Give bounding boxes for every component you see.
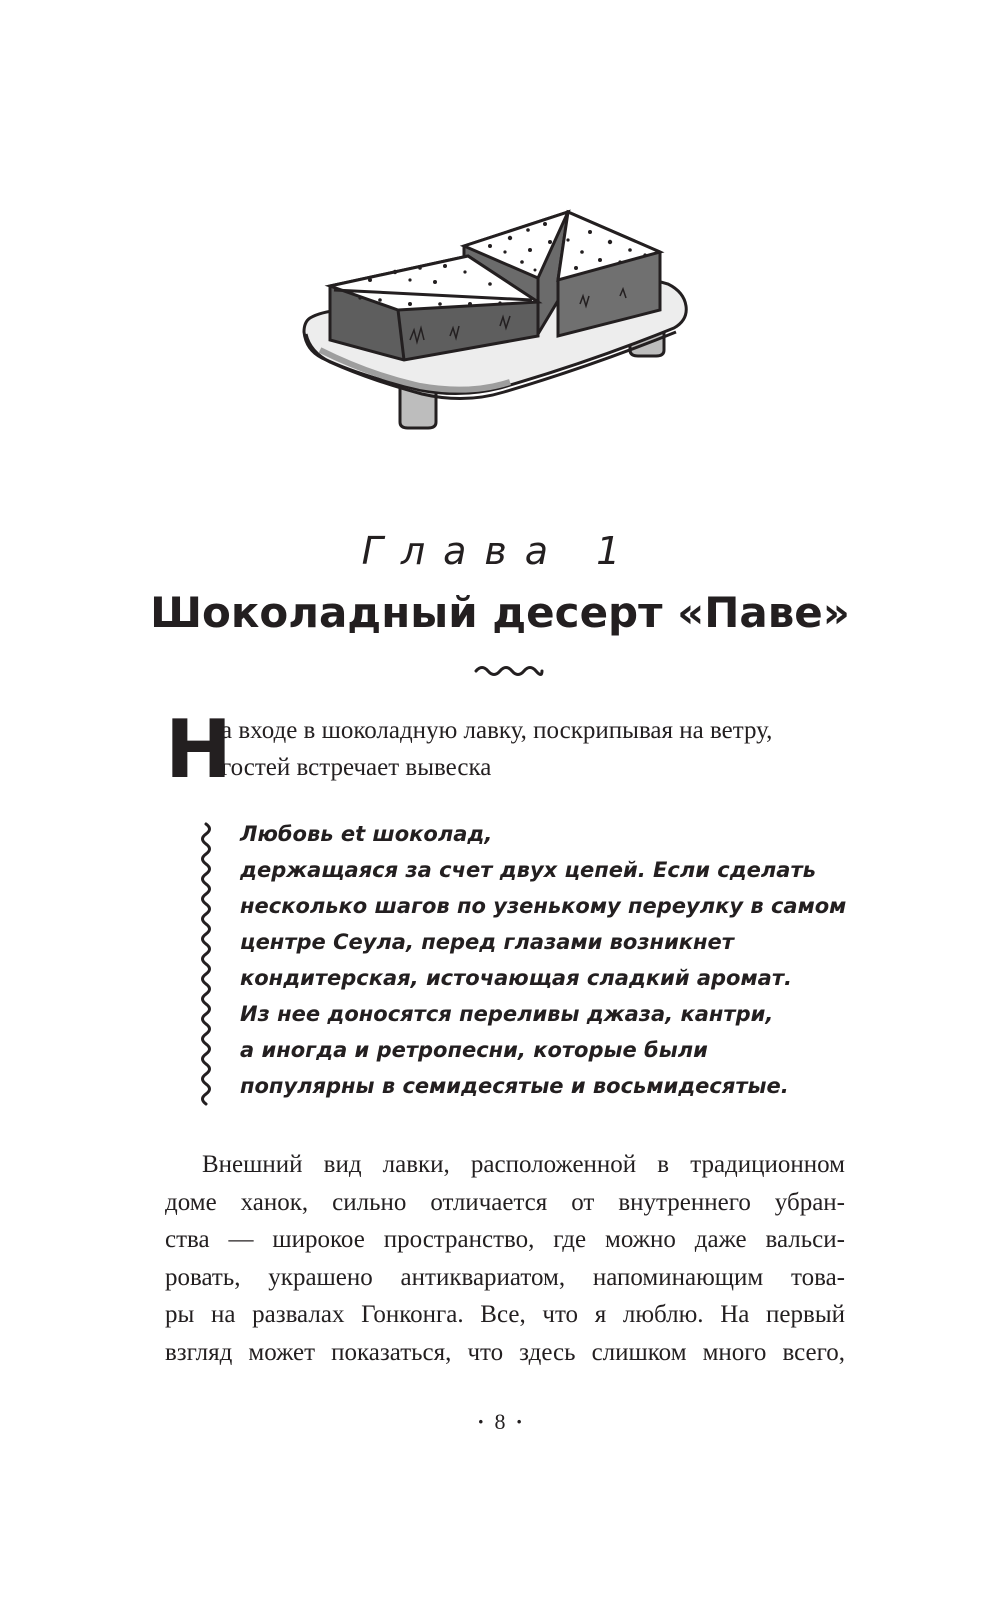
quote-line: популярны в семидесятые и восьмидесятые. xyxy=(240,1074,789,1098)
intro-line: а входе в шоколадную лавку, поскрипывая на ветру, xyxy=(221,717,773,744)
intro-line: гостей встречает вывеска xyxy=(221,754,492,781)
quote-line: Любовь et шоколад, xyxy=(240,822,493,846)
sign-quote xyxy=(240,816,860,1104)
body-paragraph xyxy=(165,1146,845,1371)
cake-on-tray-illustration xyxy=(300,200,700,440)
page-number-value: 8 xyxy=(494,1409,506,1434)
chapter-title: Шоколадный десерт «Паве» xyxy=(150,588,850,637)
page-number-dot-left: · xyxy=(477,1409,485,1434)
body-line: доме ханок, сильно отличается от внутреннего убран- xyxy=(165,1188,845,1216)
wavy-quote-bar-icon xyxy=(196,822,216,1108)
drop-cap: Н xyxy=(165,703,232,796)
body-line: Внешний вид лавки, расположенной в традиционном xyxy=(202,1151,845,1178)
body-line: ры на развалах Гонконга. Все, что я люблю. На первый xyxy=(165,1301,845,1328)
quote-line: Из нее доносятся переливы джаза, кантри, xyxy=(240,1002,774,1026)
body-line: ства — широкое пространство, где можно даже вальси- xyxy=(165,1226,845,1253)
quote-line: кондитерская, источающая сладкий аромат. xyxy=(240,966,792,990)
quote-line: а иногда и ретропесни, которые были xyxy=(240,1038,708,1062)
page-number-dot-right: · xyxy=(515,1409,523,1434)
wave-ornament-icon xyxy=(474,662,544,680)
body-line: ровать, украшено антиквариатом, напоминающим това- xyxy=(165,1263,845,1291)
quote-line: несколько шагов по узенькому переулку в самом xyxy=(240,894,847,918)
body-line: взгляд может показаться, что здесь слишком много всего, xyxy=(165,1338,845,1366)
chapter-label: Глава 1 xyxy=(361,529,639,573)
quote-line: центре Сеула, перед глазами возникнет xyxy=(240,930,734,954)
page-number xyxy=(0,1411,1000,1433)
quote-line: держащаяся за счет двух цепей. Если сделать xyxy=(240,858,816,882)
